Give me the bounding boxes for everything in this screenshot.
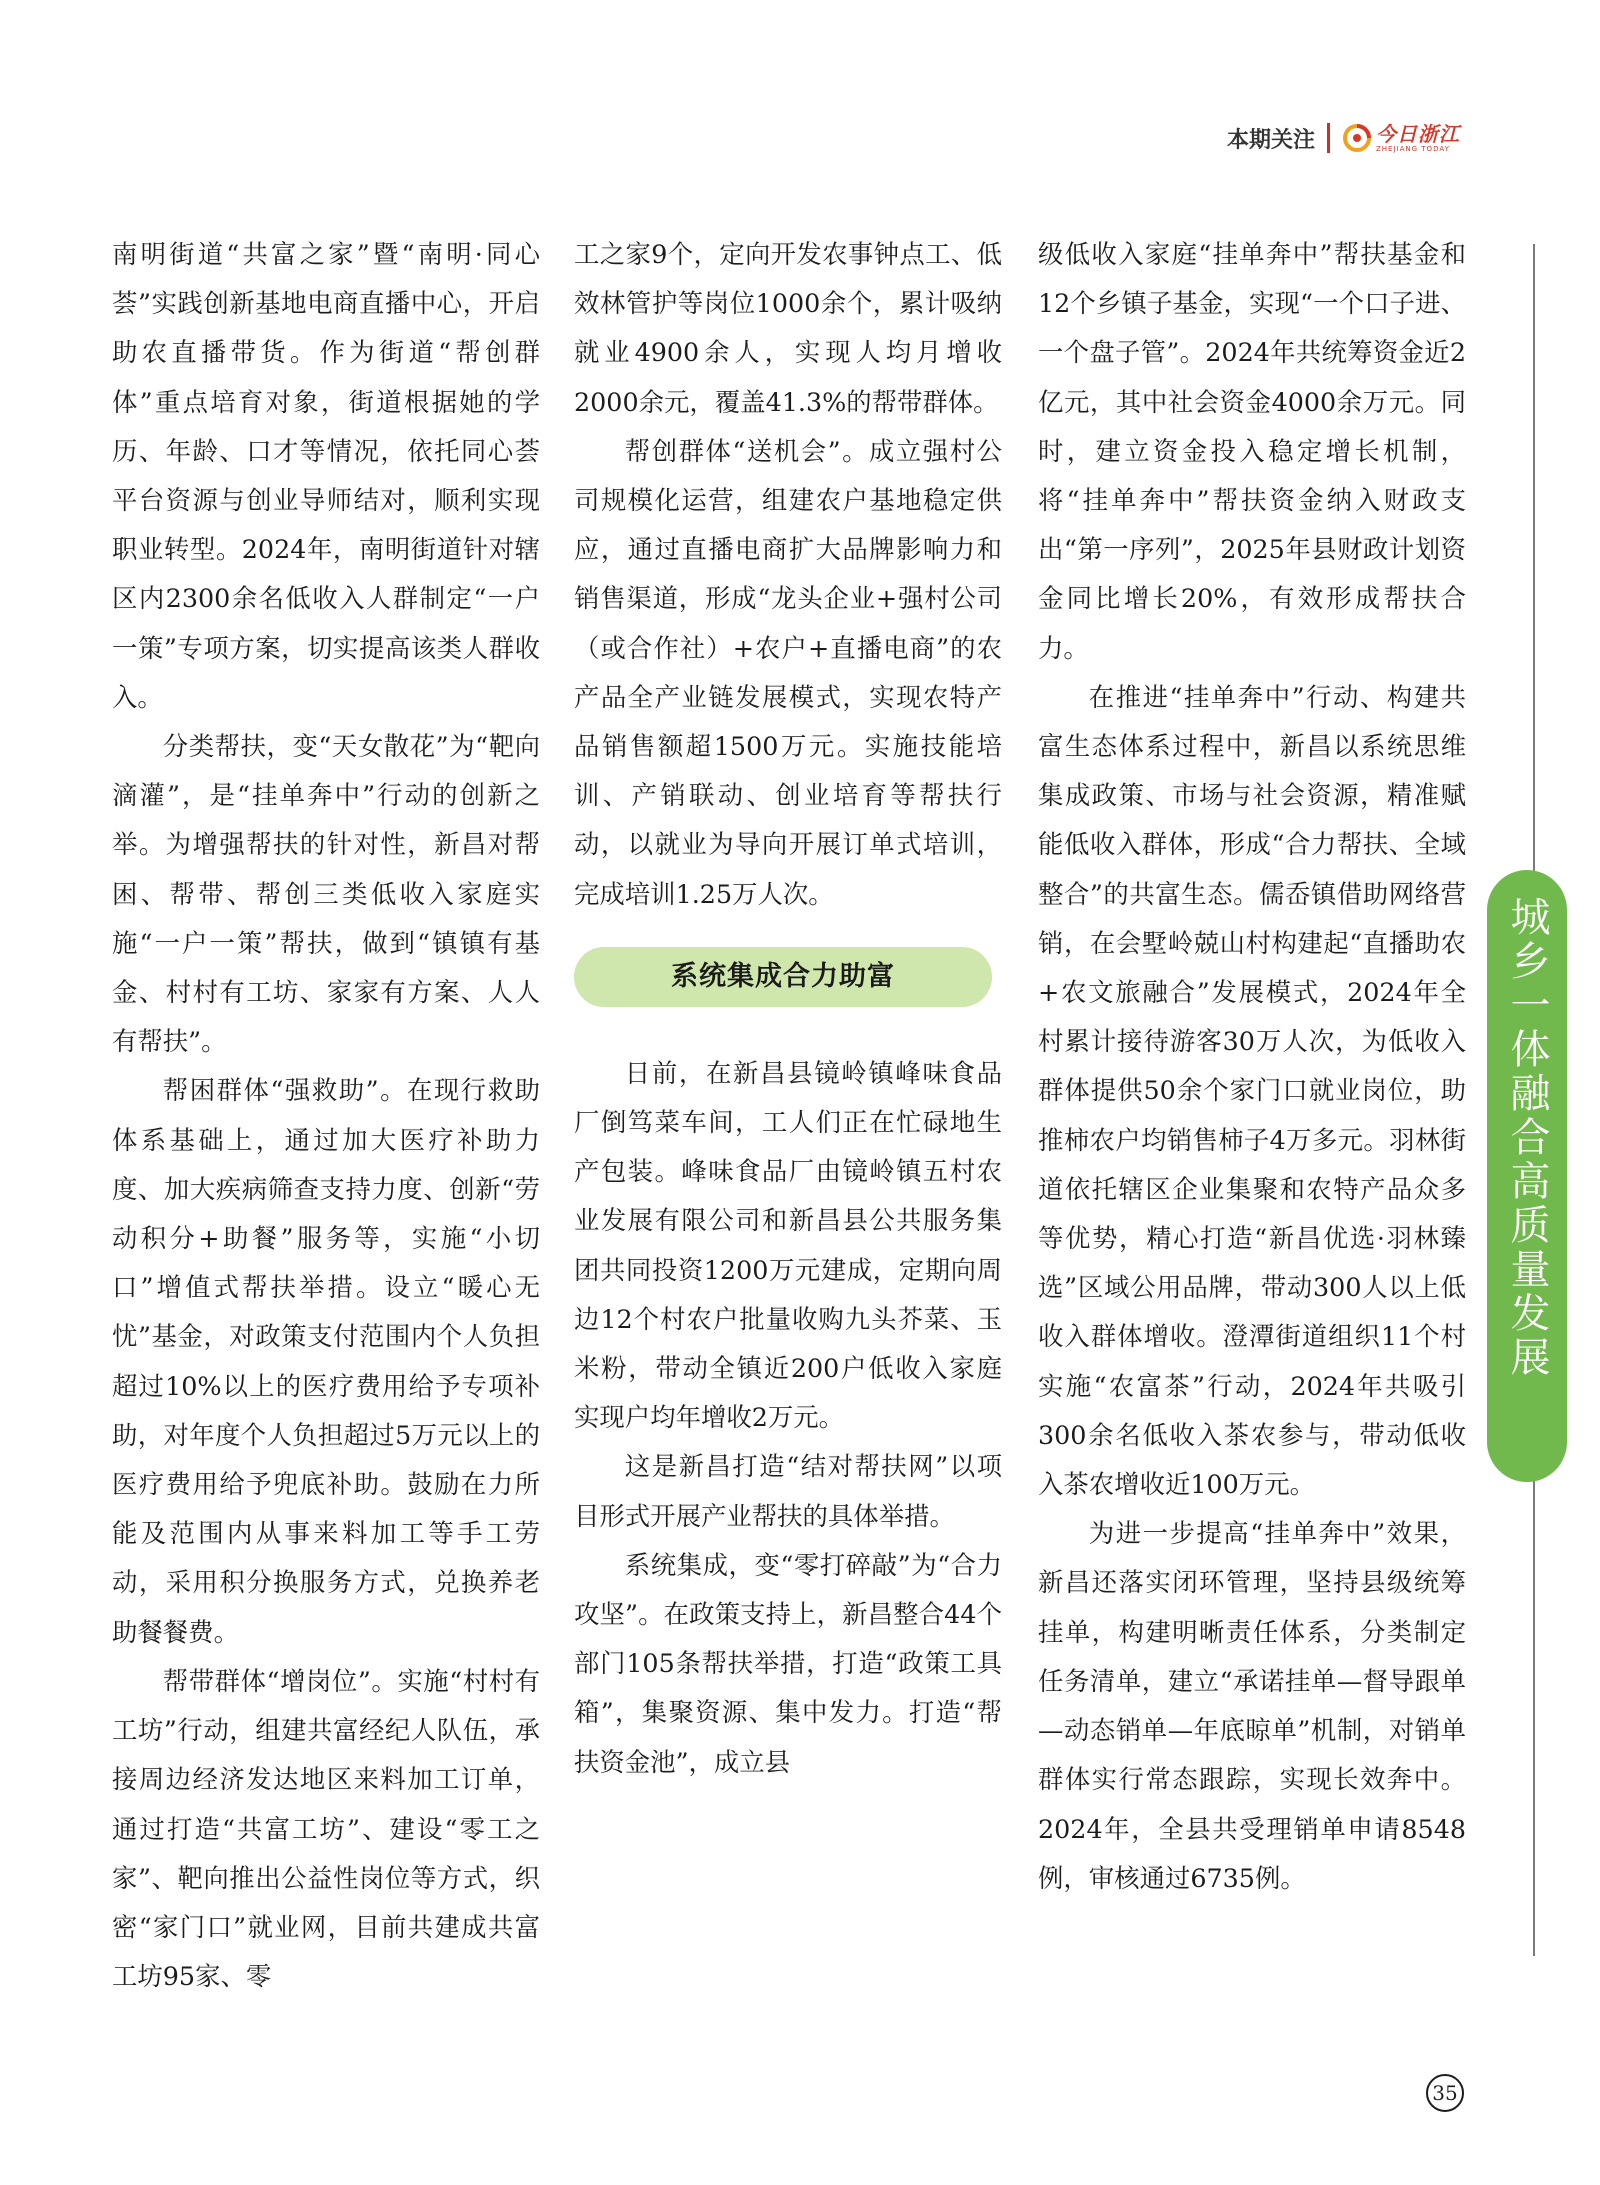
header-divider: [1327, 123, 1330, 153]
paragraph: 在推进“挂单奔中”行动、构建共富生态体系过程中，新昌以系统思维集成政策、市场与社会资源，精准赋能低收入群体，形成“合力帮扶、全域整合”的共富生态。儒岙镇借助网络营销，在会墅岭兢山村构建起“直播助农+农文旅融合”发展模式，2024年全村累计接待游客30万人次，为低收入群体提供50余个家门口就业岗位，助推柿农户均销售柿子4万多元。羽林街道依托辖区企业集聚和农特产品众多等优势，精心打造“新昌优选·羽林臻选”区域公用品牌，带动300人以上低收入群体增收。澄潭街道组织11个村实施“农富茶”行动，2024年共吸引300余名低收入茶农参与，带动低收入茶农增收近100万元。: [1038, 681, 1466, 1500]
paragraph: 工之家9个，定向开发农事钟点工、低效林管护等岗位1000余个，累计吸纳就业4900余人，实现人均月增收2000余元，覆盖41.3%的帮带群体。: [574, 239, 1002, 417]
page-number: 35: [1426, 2074, 1464, 2112]
magazine-logo: [1342, 123, 1460, 153]
side-topic-tab: [1487, 870, 1567, 1482]
section-label: 本期关注: [1226, 127, 1315, 153]
logo-english-text: ZHEJIANG TODAY: [1376, 144, 1450, 153]
paragraph: 系统集成，变“零打碎敲”为“合力攻坚”。在政策支持上，新昌整合44个部门105条帮扶举措，打造“政策工具箱”，集聚资源、集中发力。打造“帮扶资金池”，成立县: [574, 1549, 1002, 1777]
section-subheading: 系统集成合力助富: [574, 947, 992, 1007]
logo-swirl-icon: [1342, 123, 1372, 153]
article-column-1: [112, 230, 540, 2001]
article-column-2: [574, 230, 1002, 1787]
paragraph: 日前，在新昌县镜岭镇峰味食品厂倒笃菜车间，工人们正在忙碌地生产包装。峰味食品厂由镜岭镇五村农业发展有限公司和新昌县公共服务集团共同投资1200万元建成，定期向周边12个村农户批量收购九头芥菜、玉米粉，带动全镇近200户低收入家庭实现户均年增收2万元。: [574, 1057, 1002, 1433]
paragraph: 分类帮扶，变“天女散花”为“靶向滴灌”，是“挂单奔中”行动的创新之举。为增强帮扶的针对性，新昌对帮困、帮带、帮创三类低收入家庭实施“一户一策”帮扶，做到“镇镇有基金、村村有工坊、家家有方案、人人有帮扶”。: [112, 731, 540, 1057]
paragraph: 帮困群体“强救助”。在现行救助体系基础上，通过加大医疗补助力度、加大疾病筛查支持力度、创新“劳动积分+助餐”服务等，实施“小切口”增值式帮扶举措。设立“暖心无忧”基金，对政策支付范围内个人负担超过10%以上的医疗费用给予专项补助，对年度个人负担超过5万元以上的医疗费用给予兜底补助。鼓励在力所能及范围内从事来料加工等手工劳动，采用积分换服务方式，兑换养老助餐餐费。: [112, 1075, 540, 1647]
paragraph: 帮创群体“送机会”。成立强村公司规模化运营，组建农户基地稳定供应，通过直播电商扩大品牌影响力和销售渠道，形成“龙头企业+强村公司（或合作社）+农户+直播电商”的农产品全产业链发展模式，实现农特产品销售额超1500万元。实施技能培训、产销联动、创业培育等帮扶行动，以就业为导向开展订单式培训，完成培训1.25万人次。: [574, 435, 1002, 909]
logo-chinese-text: 今日浙江: [1376, 121, 1460, 146]
article-column-3: [1038, 230, 1466, 1903]
paragraph: 这是新昌打造“结对帮扶网”以项目形式开展产业帮扶的具体举措。: [574, 1451, 1002, 1531]
paragraph: 级低收入家庭“挂单奔中”帮扶基金和12个乡镇子基金，实现“一个口子进、一个盘子管”。2024年共统筹资金近2亿元，其中社会资金4000余万元。同时，建立资金投入稳定增长机制，将“挂单奔中”帮扶资金纳入财政支出“第一序列”，2025年县财政计划资金同比增长20%，有效形成帮扶合力。: [1038, 239, 1466, 663]
paragraph: 帮带群体“增岗位”。实施“村村有工坊”行动，组建共富经纪人队伍，承接周边经济发达地区来料加工订单，通过打造“共富工坊”、建设“零工之家”、靶向推出公益性岗位等方式，织密“家门口”就业网，目前共建成共富工坊95家、零: [112, 1665, 540, 1992]
paragraph: 南明街道“共富之家”暨“南明·同心荟”实践创新基地电商直播中心，开启助农直播带货。作为街道“帮创群体”重点培育对象，街道根据她的学历、年龄、口才等情况，依托同心荟平台资源与创业导师结对，顺利实现职业转型。2024年，南明街道针对辖区内2300余名低收入人群制定“一户一策”专项方案，切实提高该类人群收入。: [112, 239, 540, 712]
side-topic-text: 城乡一体融合高质量发展: [1504, 896, 1550, 1380]
page-header: [1227, 118, 1460, 158]
paragraph: 为进一步提高“挂单奔中”效果，新昌还落实闭环管理，坚持县级统筹挂单，构建明晰责任体系，分类制定任务清单，建立“承诺挂单—督导跟单—动态销单—年底晾单”机制，对销单群体实行常态跟踪，实现长效奔中。2024年，全县共受理销单申请8548例，审核通过6735例。: [1038, 1518, 1466, 1893]
